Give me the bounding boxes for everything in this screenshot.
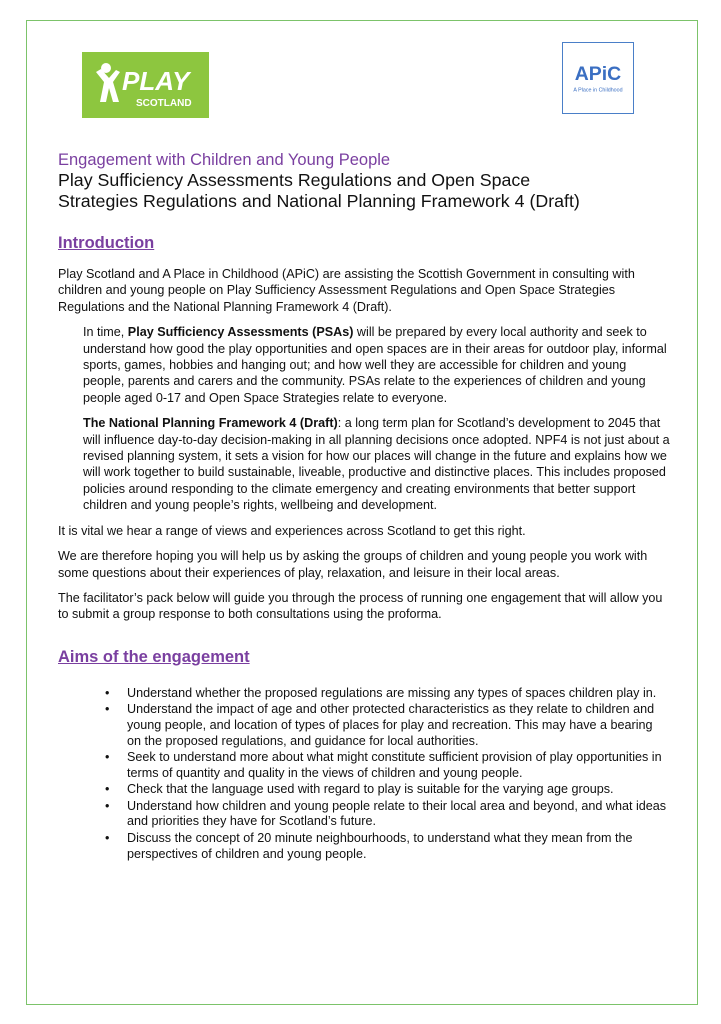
document-title-line1: Play Sufficiency Assessments Regulations and Open Space (58, 170, 531, 190)
psa-paragraph (83, 324, 670, 406)
play-logo-word: PLAY (122, 66, 190, 96)
document-body (58, 150, 670, 863)
intro-paragraph: Play Scotland and A Place in Childhood (APiC) are assisting the Scottish Government in consulting with children and young people on Play Sufficiency Assessment Regulations and Open Space Strategies Regulations and the National Planning Framework 4 (Draft). (58, 267, 635, 314)
hoping-paragraph: We are therefore hoping you will help us by asking the groups of children and young people you work with some questions about their experiences of play, relaxation, and leisure in their local areas. (58, 549, 648, 580)
psa-term: Play Sufficiency Assessments (PSAs) (127, 325, 354, 340)
aims-heading: Aims of the engagement (58, 647, 250, 666)
document-title-line2: Strategies Regulations and National Planning Framework 4 (Draft) (58, 191, 580, 211)
list-item: • Discuss the concept of 20 minute neighbourhoods, to understand what they mean from the perspectives of children and young people. (127, 831, 670, 862)
list-item: • Check that the language used with regard to play is suitable for the varying age groups. (127, 782, 670, 798)
introduction-heading: Introduction (58, 234, 155, 252)
npf-paragraph (83, 415, 670, 513)
npf-description: : a long term plan for Scotland’s development to 2045 that will influence day-to-day decision-making in all planning decisions once adopted. NPF4 is not just about a revised planning system, it sets a vision for how our places will change in the future and explains how we will work together to build sustainable, liveable, productive and distinctive places. This includes proposed policies around responding to the climate emergency and creating environments that better support children and young people’s rights, wellbeing and development. (83, 416, 670, 513)
document-subtitle: Engagement with Children and Young People (58, 151, 391, 169)
npf-term: The National Planning Framework 4 (Draft) (83, 416, 338, 431)
psa-prefix: In time, (83, 325, 128, 340)
apic-logo-graphic (563, 43, 633, 113)
aims-list (127, 686, 670, 863)
apic-logo (562, 42, 634, 114)
scotland-logo-word: SCOTLAND (136, 98, 192, 109)
list-item: • Understand the impact of age and other protected characteristics as they relate to children and young people, and location of types of places for play and recreation. This may have a bearing on the proposed regulations, and guidance for local authorities. (127, 702, 670, 749)
play-scotland-logo (82, 52, 209, 118)
list-item: • Understand how children and young people relate to their local area and beyond, and what ideas and priorities they have for Scotland’s future. (127, 799, 670, 830)
list-item: • Understand whether the proposed regulations are missing any types of spaces children play in. (127, 686, 670, 702)
vital-paragraph: It is vital we hear a range of views and experiences across Scotland to get this right. (58, 523, 526, 538)
list-item: • Seek to understand more about what might constitute sufficient provision of play opportunities in terms of quantity and quality in the views of children and young people. (127, 750, 670, 781)
play-scotland-logo-graphic (82, 52, 209, 118)
psa-description: will be prepared by every local authority and seek to understand how good the play opportunities and open spaces are in their areas for outdoor play, informal sports, games, hobbies and hanging out; and how well they are accessible for children and young people, parents and carers and the community. PSAs relate to the experiences of children and young people aged 0-17 and Open Space Strategies relate to everyone. (83, 325, 667, 405)
facilitator-paragraph: The facilitator’s pack below will guide you through the process of running one engagement that will allow you to submit a group response to both consultations using the proforma. (58, 590, 663, 622)
apic-logo-tagline: A Place in Childhood (573, 87, 623, 94)
apic-logo-name: APiC (574, 62, 622, 85)
